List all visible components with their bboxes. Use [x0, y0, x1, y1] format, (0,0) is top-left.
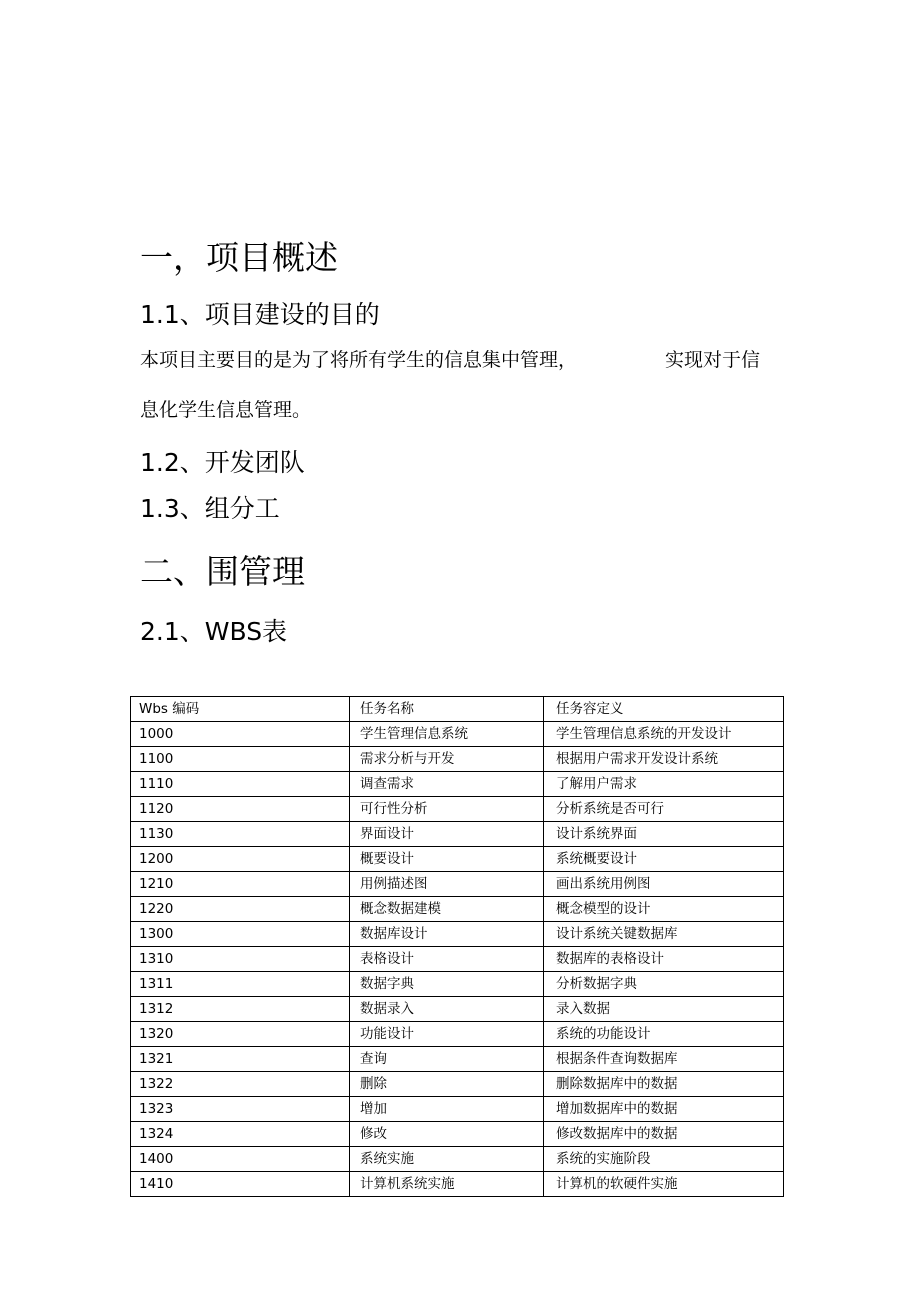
cell-wbs-code: 1310 — [131, 947, 350, 972]
header-wbs-code: Wbs 编码 — [131, 697, 350, 722]
table-row — [131, 1147, 784, 1172]
cell-wbs-code: 1320 — [131, 1022, 350, 1047]
cell-task-name: 数据库设计 — [350, 922, 544, 947]
purpose-paragraph-line2: 息化学生信息管理。 — [140, 399, 312, 421]
cell-wbs-code: 1322 — [131, 1072, 350, 1097]
cell-task-name: 修改 — [350, 1122, 544, 1147]
cell-task-name: 调查需求 — [350, 772, 544, 797]
table-row — [131, 997, 784, 1022]
cell-task-definition: 画出系统用例图 — [544, 872, 784, 897]
table-row — [131, 1097, 784, 1122]
table-row — [131, 1172, 784, 1197]
cell-task-name: 计算机系统实施 — [350, 1172, 544, 1197]
cell-task-definition: 了解用户需求 — [544, 772, 784, 797]
table-row — [131, 1072, 784, 1097]
cell-task-definition: 计算机的软硬件实施 — [544, 1172, 784, 1197]
purpose-paragraph-line1 — [140, 345, 780, 372]
table-row — [131, 972, 784, 997]
cell-wbs-code: 1200 — [131, 847, 350, 872]
cell-task-definition: 录入数据 — [544, 997, 784, 1022]
table-row — [131, 772, 784, 797]
cell-task-name: 表格设计 — [350, 947, 544, 972]
cell-task-name: 功能设计 — [350, 1022, 544, 1047]
cell-task-name: 增加 — [350, 1097, 544, 1122]
table-row — [131, 1047, 784, 1072]
cell-task-name: 学生管理信息系统 — [350, 722, 544, 747]
cell-wbs-code: 1321 — [131, 1047, 350, 1072]
heading-project-purpose: 1.1、项目建设的目的 — [140, 300, 380, 329]
cell-task-name: 概念数据建模 — [350, 897, 544, 922]
cell-task-name: 查询 — [350, 1047, 544, 1072]
cell-task-name: 概要设计 — [350, 847, 544, 872]
cell-wbs-code: 1312 — [131, 997, 350, 1022]
table-row — [131, 922, 784, 947]
cell-wbs-code: 1000 — [131, 722, 350, 747]
cell-task-name: 可行性分析 — [350, 797, 544, 822]
header-task-name: 任务名称 — [350, 697, 544, 722]
cell-task-definition: 增加数据库中的数据 — [544, 1097, 784, 1122]
cell-task-definition: 根据条件查询数据库 — [544, 1047, 784, 1072]
purpose-text-right: 实现对于信 — [665, 349, 761, 371]
table-row — [131, 1122, 784, 1147]
cell-wbs-code: 1323 — [131, 1097, 350, 1122]
cell-task-name: 数据字典 — [350, 972, 544, 997]
cell-wbs-code: 1410 — [131, 1172, 350, 1197]
cell-task-name: 数据录入 — [350, 997, 544, 1022]
cell-task-name: 界面设计 — [350, 822, 544, 847]
cell-wbs-code: 1311 — [131, 972, 350, 997]
table-row — [131, 822, 784, 847]
heading-wbs-table: 2.1、WBS表 — [140, 617, 288, 646]
table-row — [131, 1022, 784, 1047]
heading-project-overview: 一，项目概述 — [140, 238, 338, 277]
cell-wbs-code: 1324 — [131, 1122, 350, 1147]
table-row — [131, 797, 784, 822]
table-row — [131, 722, 784, 747]
table-header-row — [131, 697, 784, 722]
table-row — [131, 897, 784, 922]
table-row — [131, 747, 784, 772]
table-row — [131, 947, 784, 972]
heading-division: 1.3、组分工 — [140, 494, 280, 523]
cell-task-definition: 设计系统界面 — [544, 822, 784, 847]
cell-task-definition: 修改数据库中的数据 — [544, 1122, 784, 1147]
heading-dev-team: 1.2、开发团队 — [140, 448, 305, 477]
cell-task-definition: 系统的功能设计 — [544, 1022, 784, 1047]
cell-wbs-code: 1110 — [131, 772, 350, 797]
cell-wbs-code: 1220 — [131, 897, 350, 922]
cell-task-definition: 学生管理信息系统的开发设计 — [544, 722, 784, 747]
cell-task-definition: 系统的实施阶段 — [544, 1147, 784, 1172]
cell-task-definition: 数据库的表格设计 — [544, 947, 784, 972]
table-row — [131, 847, 784, 872]
cell-task-name: 删除 — [350, 1072, 544, 1097]
cell-task-name: 用例描述图 — [350, 872, 544, 897]
cell-wbs-code: 1120 — [131, 797, 350, 822]
cell-wbs-code: 1300 — [131, 922, 350, 947]
table-row — [131, 872, 784, 897]
cell-task-definition: 删除数据库中的数据 — [544, 1072, 784, 1097]
heading-scope-management: 二、围管理 — [140, 552, 305, 591]
cell-task-definition: 分析系统是否可行 — [544, 797, 784, 822]
wbs-table — [130, 696, 784, 1197]
purpose-text-left: 本项目主要目的是为了将所有学生的信息集中管理， — [140, 349, 578, 371]
cell-wbs-code: 1100 — [131, 747, 350, 772]
cell-task-definition: 设计系统关键数据库 — [544, 922, 784, 947]
cell-task-definition: 系统概要设计 — [544, 847, 784, 872]
header-task-definition: 任务容定义 — [544, 697, 784, 722]
cell-task-name: 系统实施 — [350, 1147, 544, 1172]
cell-wbs-code: 1400 — [131, 1147, 350, 1172]
cell-task-definition: 分析数据字典 — [544, 972, 784, 997]
cell-wbs-code: 1130 — [131, 822, 350, 847]
cell-task-definition: 根据用户需求开发设计系统 — [544, 747, 784, 772]
cell-wbs-code: 1210 — [131, 872, 350, 897]
cell-task-definition: 概念模型的设计 — [544, 897, 784, 922]
cell-task-name: 需求分析与开发 — [350, 747, 544, 772]
